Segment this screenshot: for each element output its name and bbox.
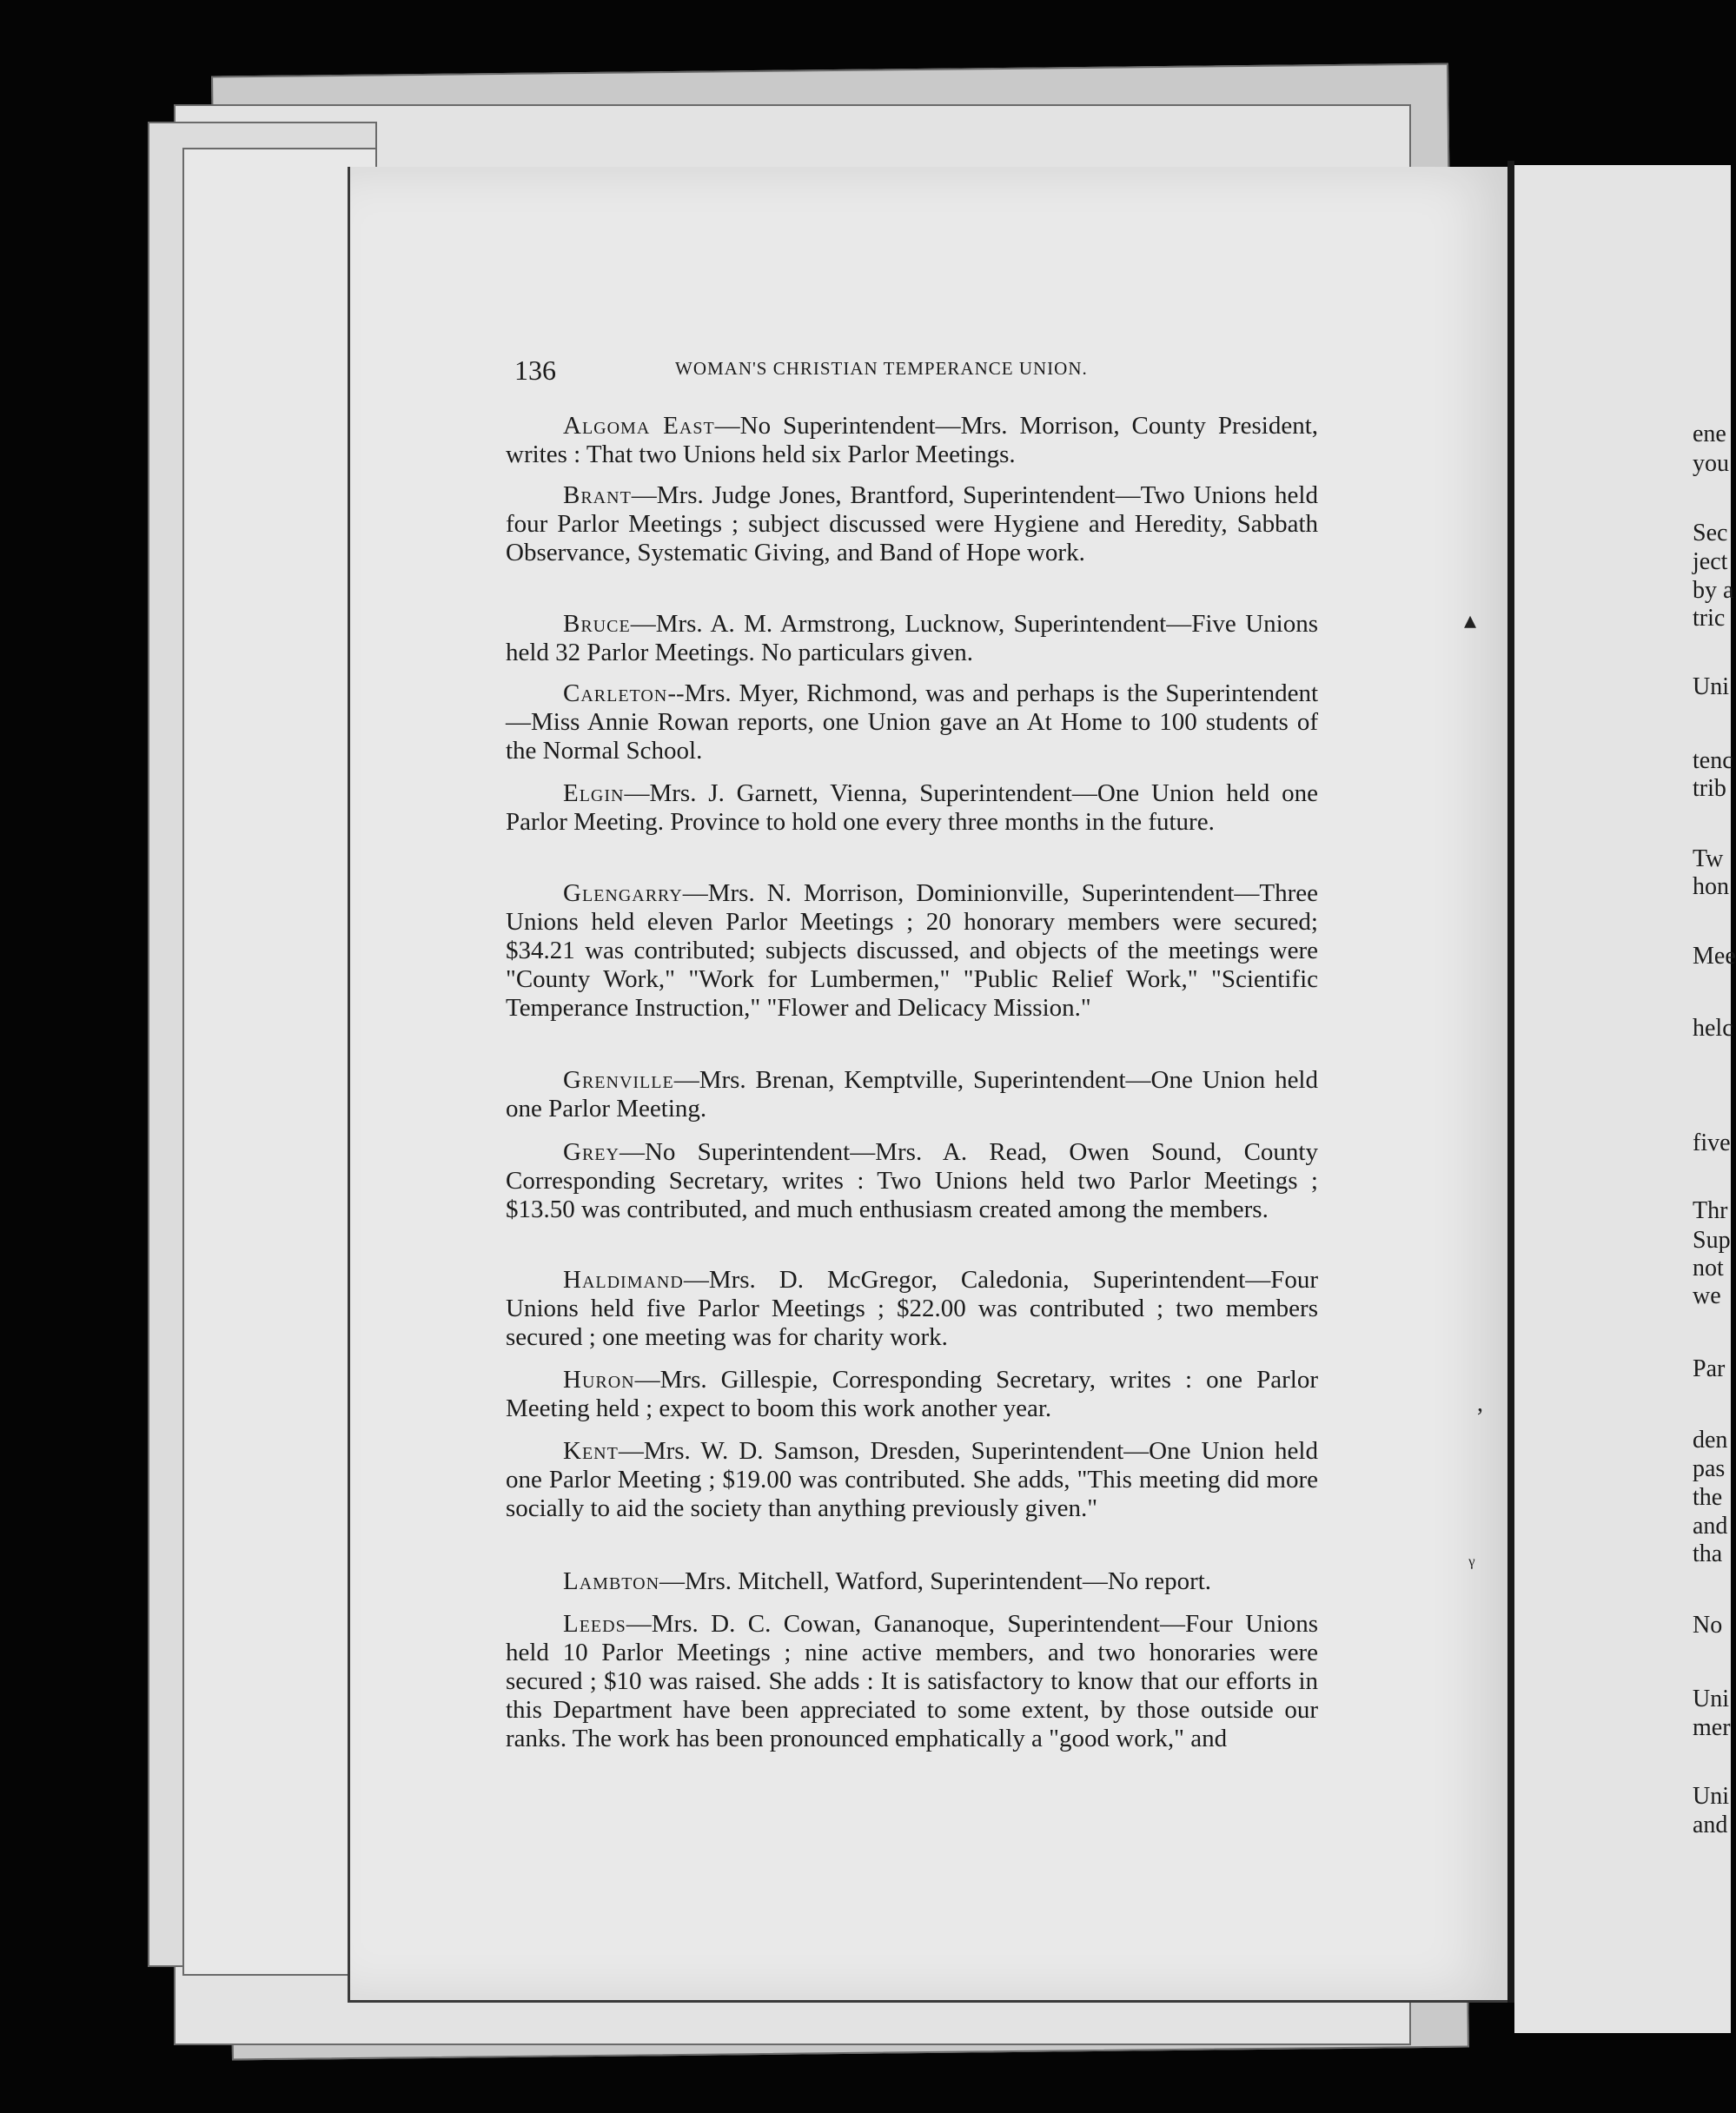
facing-line: pas bbox=[1693, 1455, 1726, 1482]
county-name: Haldimand bbox=[563, 1266, 684, 1294]
county-name: Kent bbox=[563, 1437, 619, 1465]
entry-leeds bbox=[506, 1610, 1318, 1753]
entry-text: —Mrs. Brenan, Kemptville, Superintendent—One Union held one Parlor Meeting. bbox=[506, 1066, 1318, 1123]
county-name: Glengarry bbox=[563, 879, 683, 907]
entry-text: —Mrs. N. Morrison, Dominionville, Superintendent—Three Unions held eleven Parlor Meetings ; 20 honorary members were secured; $34.21 was contributed; subjects discussed, and objects of the meetings were "County Work," "Work for Lumbermen," "Public Relief Work," "Scientific Temperance Instruction," "Flower and Delicacy Mission." bbox=[506, 879, 1318, 1022]
county-name: Elgin bbox=[563, 779, 625, 807]
facing-line: helc bbox=[1693, 1015, 1733, 1042]
entry-text: —Mrs. Judge Jones, Brantford, Superintendent—Two Unions held four Parlor Meetings ; subject discussed were Hygiene and Heredity, Sabbath Observance, Systematic Giving, and Band of Hope work. bbox=[506, 481, 1318, 566]
entry-text: —Mrs. Mitchell, Watford, Superintendent—No report. bbox=[659, 1567, 1212, 1595]
county-name: Brant bbox=[563, 481, 632, 509]
facing-line: Par bbox=[1693, 1355, 1726, 1382]
facing-line: Tw bbox=[1693, 845, 1724, 872]
entry-text: —Mrs. J. Garnett, Vienna, Superintendent—One Union held one Parlor Meeting. Province to hold one every three months in the future. bbox=[506, 779, 1318, 836]
facing-line: No bbox=[1693, 1612, 1723, 1639]
facing-line: we bbox=[1693, 1282, 1721, 1309]
entry-carleton bbox=[506, 679, 1318, 765]
facing-line: Mee bbox=[1693, 943, 1736, 970]
entry-huron bbox=[506, 1366, 1318, 1423]
entry-text: —Mrs. D. C. Cowan, Gananoque, Superintendent—Four Unions held 10 Parlor Meetings ; nine active members, and two honoraries were secured ; $10 was raised. She adds : It is satisfactory to know that our efforts in this Department have been appreciated to some extent, by those outside our ranks. The work has been pronounced emphatically a "good work," and bbox=[506, 1610, 1318, 1752]
facing-line: mer bbox=[1693, 1714, 1731, 1741]
facing-line: the bbox=[1693, 1484, 1723, 1511]
entry-grey bbox=[506, 1138, 1318, 1224]
county-name: Lambton bbox=[563, 1567, 660, 1595]
entry-brant bbox=[506, 481, 1318, 567]
facing-line: Sup bbox=[1693, 1227, 1731, 1254]
county-name: Grey bbox=[563, 1138, 620, 1166]
page-blemish-mark: ▴ bbox=[1464, 607, 1477, 634]
facing-line: Uni bbox=[1693, 673, 1729, 700]
entry-text: —No Superintendent—Mrs. Morrison, County President, writes : That two Unions held six Parlor Meetings. bbox=[506, 412, 1318, 468]
county-name: Bruce bbox=[563, 610, 631, 638]
entry-elgin bbox=[506, 779, 1318, 837]
entry-bruce bbox=[506, 610, 1318, 667]
entry-text: —Mrs. W. D. Samson, Dresden, Superintendent—One Union held one Parlor Meeting ; $19.00 was contributed. She adds, "This meeting did more socially to aid the society than anything previously given." bbox=[506, 1437, 1318, 1522]
facing-line: you bbox=[1693, 450, 1729, 477]
facing-line: Thr bbox=[1693, 1197, 1728, 1224]
entry-text: —No Superintendent—Mrs. A. Read, Owen Sound, County Corresponding Secretary, writes : Two Unions held two Parlor Meetings ; $13.50 was contributed, and much enthusiasm created among the members. bbox=[506, 1138, 1318, 1223]
facing-line: and bbox=[1693, 1812, 1728, 1838]
facing-line: Uni bbox=[1693, 1686, 1729, 1712]
facing-page bbox=[1514, 165, 1736, 2033]
facing-line: den bbox=[1693, 1427, 1728, 1454]
county-name: Grenville bbox=[563, 1066, 674, 1094]
facing-line: ene bbox=[1693, 421, 1726, 447]
page-blemish-mark: , bbox=[1477, 1390, 1483, 1417]
page-gutter bbox=[1507, 161, 1514, 2003]
facing-line: Sec bbox=[1693, 520, 1728, 546]
entry-glengarry bbox=[506, 879, 1318, 1023]
facing-line: Uni bbox=[1693, 1783, 1729, 1810]
facing-line: by a bbox=[1693, 577, 1734, 604]
county-name: Leeds bbox=[563, 1610, 626, 1638]
facing-line: not bbox=[1693, 1255, 1724, 1282]
page-blemish-mark: ᵞ bbox=[1468, 1552, 1475, 1579]
entry-lambton bbox=[506, 1567, 1318, 1596]
facing-line: five bbox=[1693, 1129, 1731, 1156]
entry-text: —Mrs. D. McGregor, Caledonia, Superintendent—Four Unions held five Parlor Meetings ; $22.00 was contributed ; two members secured ; one meeting was for charity work. bbox=[506, 1266, 1318, 1351]
facing-line: ject bbox=[1693, 548, 1728, 575]
entry-kent bbox=[506, 1437, 1318, 1523]
entry-text: —Mrs. Gillespie, Corresponding Secretary, writes : one Parlor Meeting held ; expect to boom this work another year. bbox=[506, 1366, 1318, 1422]
entry-grenville bbox=[506, 1066, 1318, 1123]
county-name: Algoma East bbox=[563, 412, 715, 440]
facing-line: and bbox=[1693, 1513, 1728, 1540]
entry-text: --Mrs. Myer, Richmond, was and perhaps is the Superintendent—Miss Annie Rowan reports, one Union gave an At Home to 100 students of the Normal School. bbox=[506, 679, 1318, 765]
entry-haldimand bbox=[506, 1266, 1318, 1352]
facing-line: hon bbox=[1693, 873, 1729, 900]
facing-line: trib bbox=[1693, 775, 1726, 802]
running-title: WOMAN'S CHRISTIAN TEMPERANCE UNION. bbox=[675, 358, 1088, 379]
page-number: 136 bbox=[514, 354, 556, 386]
facing-line: tric bbox=[1693, 605, 1726, 632]
entry-algoma-east bbox=[506, 412, 1318, 469]
facing-line: tha bbox=[1693, 1540, 1723, 1567]
county-name: Carleton bbox=[563, 679, 668, 707]
entry-text: —Mrs. A. M. Armstrong, Lucknow, Superintendent—Five Unions held 32 Parlor Meetings. No particulars given. bbox=[506, 610, 1318, 666]
county-name: Huron bbox=[563, 1366, 635, 1394]
facing-line: tenc bbox=[1693, 747, 1733, 774]
